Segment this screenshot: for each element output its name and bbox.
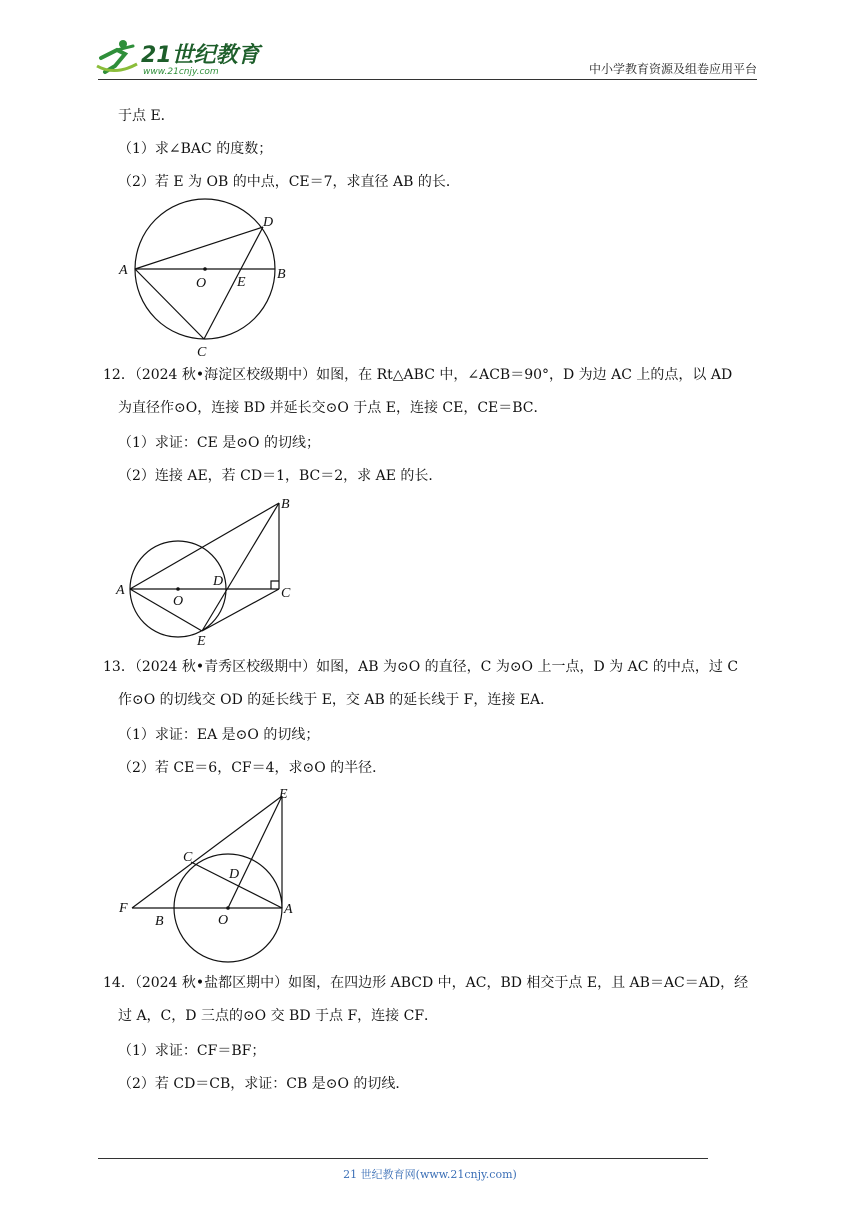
header-platform-text: 中小学教育资源及组卷应用平台	[588, 62, 757, 76]
logo-url: www.21cnjy.com	[143, 67, 219, 77]
q12-sub2: （2）连接 AE，若 CD＝1，BC＝2，求 AE 的长．	[118, 468, 443, 484]
q13-line2: 作⊙O 的切线交 OD 的延长线于 E，交 AB 的延长线于 F，连接 EA．	[118, 692, 555, 708]
q14-line2: 过 A，C，D 三点的⊙O 交 BD 于点 F，连接 CF．	[118, 1008, 439, 1024]
fig3-label-f: F	[119, 901, 128, 916]
q13-line1: 13．（2024 秋•青秀区校级期中）如图，AB 为⊙O 的直径，C 为⊙O 上一点，D 为 AC 的中点，过 C	[103, 659, 739, 675]
footer-link[interactable]: 21 世纪教育网(www.21cnjy.com)	[343, 1168, 517, 1181]
q14-line1: 14．（2024 秋•盐都区期中）如图，在四边形 ABCD 中，AC，BD 相交于点 E，且 AB＝AC＝AD，经	[103, 975, 749, 991]
q11-tail: 于点 E．	[118, 108, 175, 124]
fig3-line-fe	[132, 796, 282, 908]
logo-text: 21世纪教育	[141, 43, 260, 68]
q11-sub2: （2）若 E 为 OB 的中点，CE＝7，求直径 AB 的长．	[118, 174, 460, 190]
fig1-label-a: A	[119, 263, 128, 278]
header-divider	[98, 79, 757, 80]
fig2-center-dot	[176, 587, 180, 591]
fig3-line-oe	[228, 796, 282, 908]
fig1-label-b: B	[277, 267, 286, 282]
q13-sub1: （1）求证：EA 是⊙O 的切线；	[118, 727, 320, 743]
site-logo	[95, 36, 265, 78]
fig2-right-angle	[271, 581, 279, 589]
fig2-segment-ec	[202, 589, 279, 631]
q14-sub2: （2）若 CD＝CB，求证：CB 是⊙O 的切线．	[118, 1076, 410, 1092]
fig3-label-e: E	[279, 787, 288, 802]
fig1-label-d: D	[263, 215, 274, 230]
fig3-label-a: A	[284, 902, 293, 917]
fig1-label-e: E	[237, 275, 246, 290]
runner-icon	[97, 40, 137, 72]
q14-sub1: （1）求证：CF＝BF；	[118, 1043, 266, 1059]
fig3-label-c: C	[183, 850, 193, 865]
footer-divider	[98, 1158, 708, 1159]
q12-line2: 为直径作⊙O，连接 BD 并延长交⊙O 于点 E，连接 CE，CE＝BC．	[118, 400, 548, 416]
figure-q12	[112, 492, 302, 647]
fig2-segment-ab	[130, 503, 279, 589]
q11-sub1: （1）求∠BAC 的度数；	[118, 141, 273, 157]
fig2-label-c: C	[281, 586, 291, 601]
fig1-center-dot	[203, 267, 207, 271]
fig3-label-d: D	[229, 867, 240, 882]
q12-line1: 12．（2024 秋•海淀区校级期中）如图，在 Rt△ABC 中，∠ACB＝90°，D 为边 AC 上的点，以 AD	[103, 367, 733, 383]
fig2-segment-ae	[130, 589, 202, 631]
fig1-label-o: O	[196, 276, 207, 291]
q13-sub2: （2）若 CE＝6，CF＝4，求⊙O 的半径．	[118, 760, 387, 776]
q12-sub1: （1）求证：CE 是⊙O 的切线；	[118, 435, 320, 451]
figure-q11	[110, 205, 310, 365]
fig2-label-d: D	[213, 574, 224, 589]
fig1-label-c: C	[197, 345, 207, 360]
figure-q13	[112, 782, 312, 962]
fig3-label-o: O	[218, 913, 229, 928]
fig3-label-b: B	[155, 914, 164, 929]
fig2-label-e: E	[197, 634, 206, 649]
fig2-label-o: O	[173, 594, 184, 609]
fig3-center-dot	[226, 906, 230, 910]
fig2-label-b: B	[281, 497, 290, 512]
fig1-segment-ac	[135, 269, 207, 339]
fig2-segment-be	[202, 503, 279, 631]
fig2-label-a: A	[116, 583, 125, 598]
